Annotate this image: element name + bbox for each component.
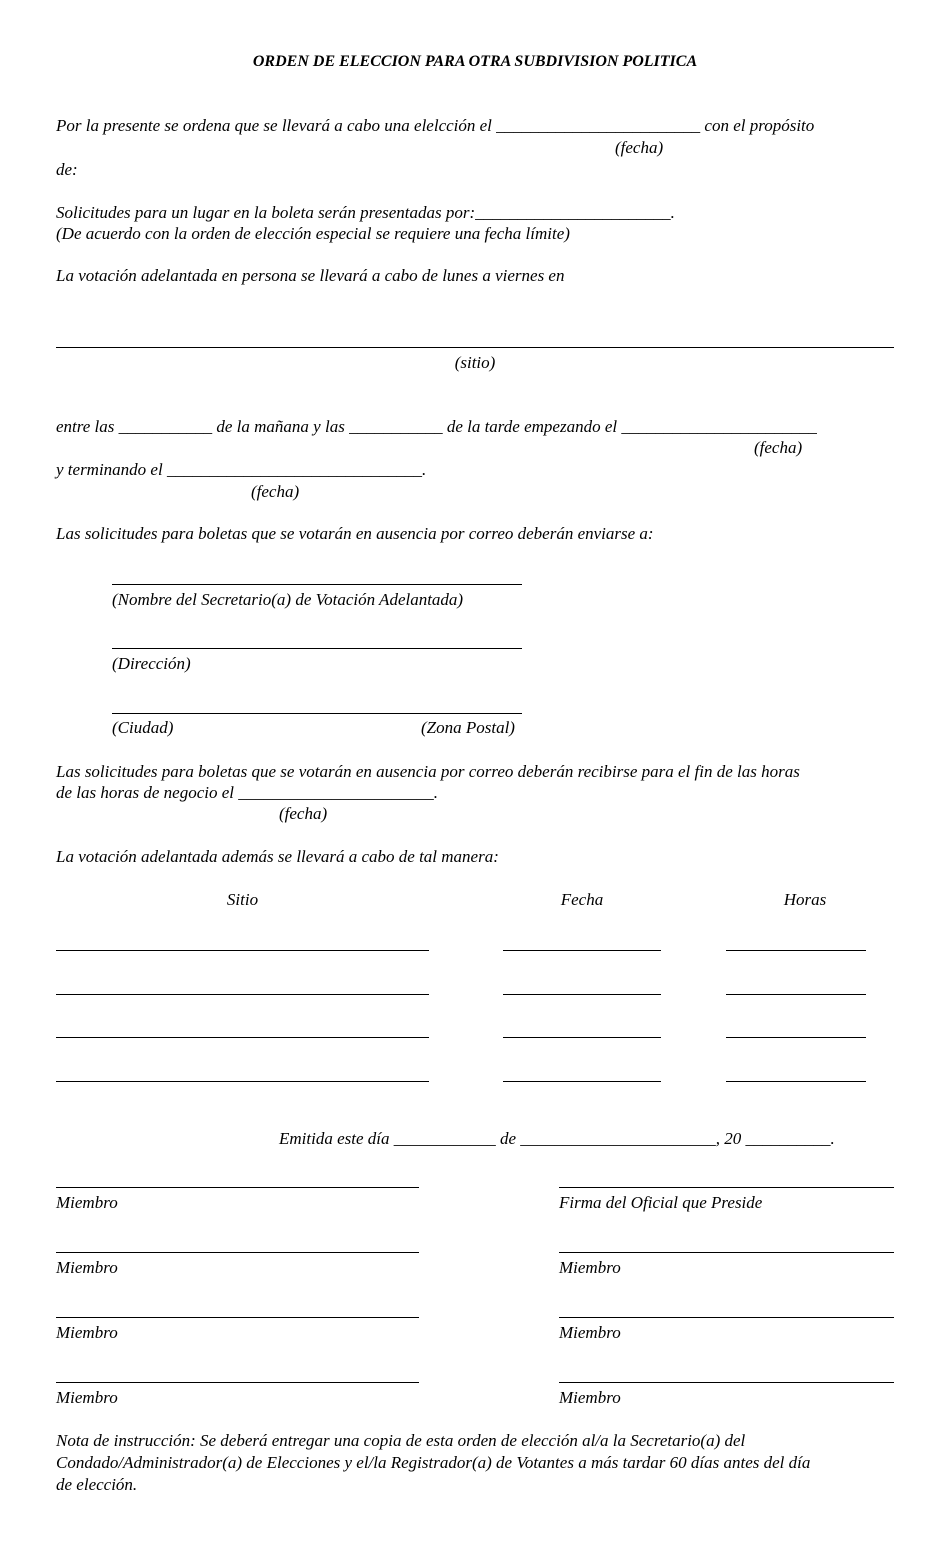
signature-line[interactable]: [56, 1252, 419, 1253]
nombre-label: (Nombre del Secretario(a) de Votación Adelantada): [112, 590, 464, 609]
horas-row-line[interactable]: [726, 950, 866, 951]
firma-right-label: Firma del Oficial que Preside: [559, 1193, 763, 1212]
nota-line-3: de elección.: [56, 1475, 138, 1494]
signature-line[interactable]: [559, 1252, 894, 1253]
header-horas: Horas: [783, 890, 827, 909]
ciudad-blank-line[interactable]: [112, 713, 522, 714]
ademas-line: La votación adelantada además se llevará a cabo de tal manera:: [56, 847, 499, 866]
header-fecha: Fecha: [560, 890, 604, 909]
sitio-row-line[interactable]: [56, 994, 429, 995]
recibir-fecha-label: (fecha): [279, 804, 328, 823]
header-sitio: Sitio: [226, 890, 259, 909]
recibir-line-2: de las horas de negocio el _______________________.: [56, 783, 438, 802]
ciudad-label: (Ciudad): [112, 718, 174, 737]
recibir-line-1: Las solicitudes para boletas que se votarán en ausencia por correo deberán recibirse para el fin de las horas: [56, 762, 800, 781]
firma-left-label: Miembro: [56, 1323, 118, 1342]
nombre-blank-line[interactable]: [112, 584, 522, 585]
emitida-line: Emitida este día ____________ de _______________________, 20 __________.: [279, 1129, 835, 1148]
solicitudes-note: (De acuerdo con la orden de elección especial se requiere una fecha límite): [56, 224, 570, 243]
horario-line: entre las ___________ de la mañana y las ___________ de la tarde empezando el _______________________: [56, 417, 817, 436]
nota-line-1: Nota de instrucción: Se deberá entregar una copia de esta orden de elección al/a la Secretario(a) del: [56, 1431, 746, 1450]
horas-row-line[interactable]: [726, 1037, 866, 1038]
nota-line-2: Condado/Administrador(a) de Elecciones y el/la Registrador(a) de Votantes a más tardar 60 días antes del día: [56, 1453, 811, 1472]
sitio-row-line[interactable]: [56, 1037, 429, 1038]
solicitudes-line: Solicitudes para un lugar en la boleta serán presentadas por:_______________________.: [56, 203, 675, 222]
signature-line[interactable]: [56, 1382, 419, 1383]
horas-row-line[interactable]: [726, 1081, 866, 1082]
intro-fecha-label: (fecha): [615, 138, 664, 157]
signature-line[interactable]: [559, 1317, 894, 1318]
horario-fecha-label-1: (fecha): [754, 438, 803, 457]
signature-line[interactable]: [559, 1187, 894, 1188]
sitio-row-line[interactable]: [56, 950, 429, 951]
votacion-line: La votación adelantada en persona se llevará a cabo de lunes a viernes en: [56, 266, 565, 285]
document-title: ORDEN DE ELECCION PARA OTRA SUBDIVISION POLITICA: [252, 53, 698, 70]
direccion-blank-line[interactable]: [112, 648, 522, 649]
horas-row-line[interactable]: [726, 994, 866, 995]
signature-line[interactable]: [56, 1187, 419, 1188]
sitio-blank-line[interactable]: [56, 347, 894, 348]
correo-intro: Las solicitudes para boletas que se votarán en ausencia por correo deberán enviarse a:: [56, 524, 654, 543]
horario-fecha-label-2: (fecha): [251, 482, 300, 501]
direccion-label: (Dirección): [112, 654, 191, 673]
firma-left-label: Miembro: [56, 1193, 118, 1212]
signature-line[interactable]: [559, 1382, 894, 1383]
sitio-row-line[interactable]: [56, 1081, 429, 1082]
firma-right-label: Miembro: [559, 1258, 621, 1277]
firma-left-label: Miembro: [56, 1258, 118, 1277]
firma-left-label: Miembro: [56, 1388, 118, 1407]
fecha-row-line[interactable]: [503, 950, 661, 951]
terminando-line: y terminando el ______________________________.: [56, 460, 427, 479]
firma-right-label: Miembro: [559, 1323, 621, 1342]
fecha-row-line[interactable]: [503, 1081, 661, 1082]
sitio-label: (sitio): [454, 353, 496, 372]
fecha-row-line[interactable]: [503, 1037, 661, 1038]
signature-line[interactable]: [56, 1317, 419, 1318]
fecha-row-line[interactable]: [503, 994, 661, 995]
intro-line: Por la presente se ordena que se llevará a cabo una elelcción el ________________________ con el propósito: [56, 116, 815, 135]
intro-line-de: de:: [56, 160, 78, 179]
zona-postal-label: (Zona Postal): [421, 718, 515, 737]
firma-right-label: Miembro: [559, 1388, 621, 1407]
